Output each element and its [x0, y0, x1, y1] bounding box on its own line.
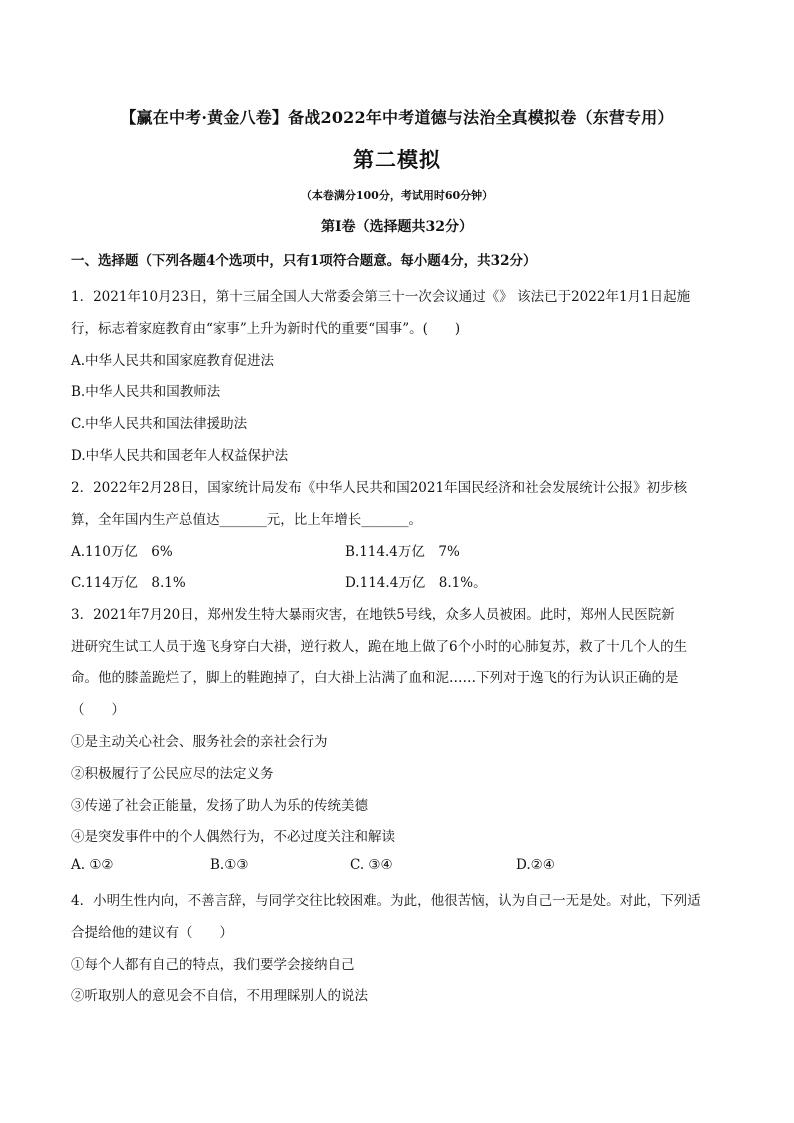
q1-stem-line-1: 1．2021年10月23日，第十三届全国人大常委会第三十一次会议通过《》 该法已于2022年1月1日起施	[71, 289, 691, 305]
q4-item-1: ①每个人都有自己的特点，我们要学会接纳自己	[71, 957, 355, 973]
q1-option-b: B.中华人民共和国教师法	[71, 384, 221, 400]
q3-stem-line-4: （ ）	[71, 702, 125, 718]
q2-option-c: C.114万亿 8.1%	[71, 575, 186, 591]
q3-stem-line-1: 3．2021年7月20日，郑州发生特大暴雨灾害，在地铁5号线，众多人员被困。此时，郑州人民医院新	[71, 607, 675, 623]
q4-item-2: ②听取别人的意见会不自信，不用理睬别人的说法	[71, 988, 368, 1004]
q3-stem-line-3: 命。他的膝盖跪烂了，脚上的鞋跑掉了，白大褂上沾满了血和泥……下列对于逸飞的行为认识正确的是	[71, 670, 679, 686]
page-title: 第二模拟	[353, 147, 441, 172]
q3-item-4: ④是突发事件中的个人偶然行为，不必过度关注和解读	[71, 829, 395, 845]
q3-item-2: ②积极履行了公民应尽的法定义务	[71, 766, 274, 782]
q3-option-a: A. ①②	[71, 857, 114, 873]
exam-series-title: 【赢在中考·黄金八卷】备战2022年中考道德与法治全真模拟卷（东营专用）	[120, 108, 674, 127]
q3-item-1: ①是主动关心社会、服务社会的亲社会行为	[71, 734, 328, 750]
q3-item-3: ③传递了社会正能量，发扬了助人为乐的传统美德	[71, 798, 368, 814]
q3-option-c: C. ③④	[350, 857, 393, 873]
volume-heading: 第Ⅰ卷（选择题共32分）	[320, 219, 474, 235]
q3-stem-line-2: 进研究生试工人员于逸飞身穿白大褂，逆行救人，跪在地上做了6个小时的心肺复苏，救了十几个人的生	[71, 639, 688, 655]
q2-stem-line-1: 2．2022年2月28日，国家统计局发布《中华人民共和国2021年国民经济和社会发展统计公报》初步核	[71, 480, 688, 496]
q4-stem-line-2: 合提给他的建议有（ ）	[71, 925, 233, 941]
q1-stem-line-2: 行，标志着家庭教育由“家事”上升为新时代的重要“国事”。( )	[71, 321, 461, 337]
q3-option-b: B.①③	[210, 857, 249, 873]
q4-stem-line-1: 4．小明生性内向，不善言辞，与同学交往比较困难。为此，他很苦恼，认为自己一无是处。对此，下列适	[71, 893, 701, 909]
q1-option-a: A.中华人民共和国家庭教育促进法	[71, 353, 275, 369]
section-heading: 一、选择题（下列各题4个选项中，只有1项符合题意。每小题4分，共32分）	[71, 253, 537, 269]
exam-note: （本卷满分100分，考试用时60分钟）	[300, 189, 494, 202]
q2-option-d: D.114.4万亿 8.1%。	[345, 575, 487, 591]
q2-stem-line-2: 算，全年国内生产总值达_______元，比上年增长_______。	[71, 512, 422, 528]
q1-option-d: D.中华人民共和国老年人权益保护法	[71, 448, 289, 464]
q2-option-a: A.110万亿 6%	[71, 544, 173, 560]
q1-option-c: C.中华人民共和国法律援助法	[71, 416, 248, 432]
q2-option-b: B.114.4万亿 7%	[345, 544, 460, 560]
q3-option-d: D.②④	[516, 857, 555, 873]
